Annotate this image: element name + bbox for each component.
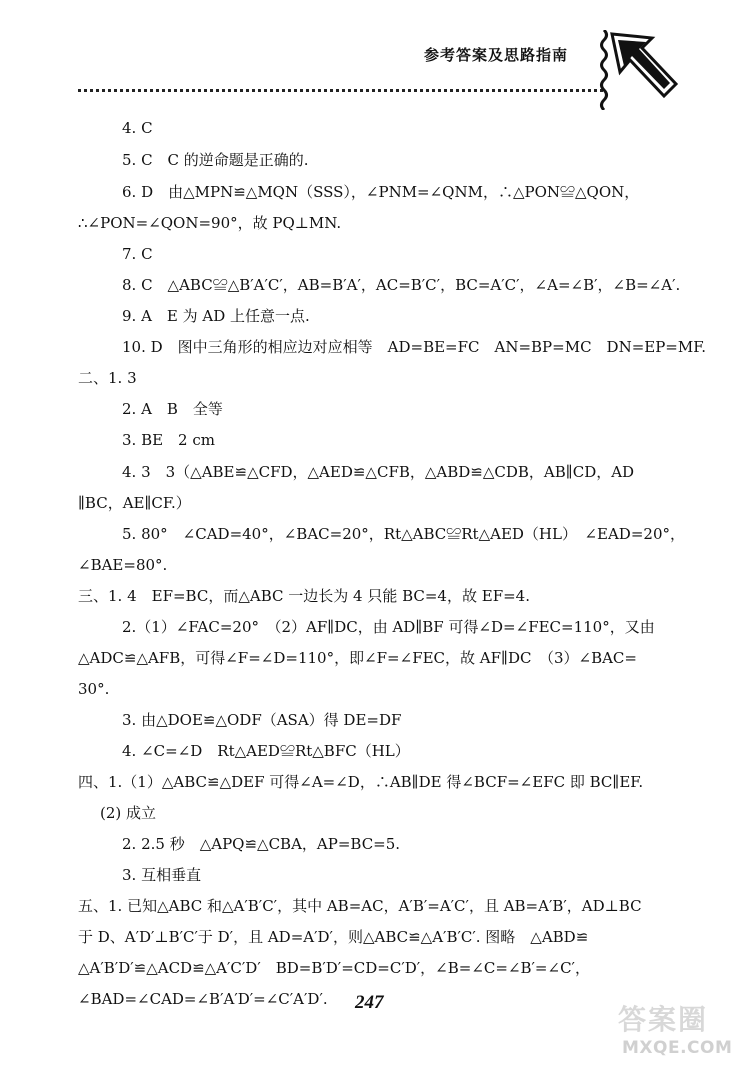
- answer-line: (2) 成立: [100, 804, 157, 822]
- answer-line: 2. A B 全等: [122, 400, 223, 418]
- answer-line: 四、1.（1）△ABC≌△DEF 可得∠A=∠D，∴AB∥DE 得∠BCF=∠EFC 即 BC∥EF.: [78, 773, 644, 791]
- answer-line: ∠BAE=80°.: [78, 556, 168, 574]
- answer-line: 30°.: [78, 680, 110, 698]
- answer-line: 3. 互相垂直: [122, 866, 202, 884]
- answer-line: 五、1. 已知△ABC 和△A′B′C′，其中 AB=AC，A′B′=A′C′，且 AB=A′B′，AD⊥BC: [78, 897, 642, 915]
- answer-line: ∴∠PON=∠QON=90°，故 PQ⊥MN.: [78, 214, 342, 232]
- answer-line: 10. D 图中三角形的相应边对应相等 AD=BE=FC AN=BP=MC DN=EP=MF.: [122, 338, 707, 356]
- header-divider: [78, 89, 603, 92]
- answer-line: △A′B′D′≌△ACD≌△A′C′D′ BD=B′D′=CD=C′D′，∠B=∠C=∠B′=∠C′，: [78, 959, 590, 977]
- answer-line: 9. A E 为 AD 上任意一点.: [122, 307, 310, 325]
- answer-line: 5. 80° ∠CAD=40°，∠BAC=20°，Rt△ABC≌Rt△AED（HL） ∠EAD=20°，: [122, 525, 685, 543]
- answer-line: 三、1. 4 EF=BC，而△ABC 一边长为 4 只能 BC=4，故 EF=4.: [78, 587, 530, 605]
- watermark-site: MXQE.COM: [622, 1038, 733, 1058]
- answer-line: 3. 由△DOE≌△ODF（ASA）得 DE=DF: [122, 711, 402, 729]
- answer-line: 8. C △ABC≌△B′A′C′，AB=B′A′，AC=B′C′，BC=A′C′，∠A=∠B′，∠B=∠A′.: [122, 276, 681, 294]
- answer-line: 4. 3 3（△ABE≌△CFD，△AED≌△CFB，△ABD≌△CDB，AB∥CD，AD: [122, 463, 635, 481]
- watermark-logo: 答案圈: [618, 1003, 709, 1036]
- arrow-icon: [608, 28, 680, 108]
- answer-line: △ADC≌△AFB，可得∠F=∠D=110°，即∠F=∠FEC，故 AF∥DC （3）∠BAC=: [78, 649, 637, 667]
- page-header: [0, 0, 750, 130]
- answer-line: 4. ∠C=∠D Rt△AED≌Rt△BFC（HL）: [122, 742, 410, 760]
- answer-line: 二、1. 3: [78, 369, 137, 387]
- answer-line: ∠BAD=∠CAD=∠B′A′D′=∠C′A′D′.: [78, 990, 328, 1008]
- answer-line: 3. BE 2 cm: [122, 431, 215, 449]
- answer-line: 7. C: [122, 245, 153, 263]
- header-title: 参考答案及思路指南: [424, 46, 569, 64]
- answer-line: 2. 2.5 秒 △APQ≌△CBA，AP=BC=5.: [122, 835, 401, 853]
- answer-line: ∥BC，AE∥CF.）: [78, 494, 191, 512]
- answer-line: 2.（1）∠FAC=20° （2）AF∥DC，由 AD∥BF 可得∠D=∠FEC=110°，又由: [122, 618, 655, 636]
- answer-line: 4. C: [122, 119, 153, 137]
- answer-line: 5. C C 的逆命题是正确的.: [122, 151, 309, 169]
- answer-line: 于 D、A′D′⊥B′C′于 D′，且 AD=A′D′，则△ABC≌△A′B′C′. 图略 △ABD≌: [78, 928, 589, 946]
- answer-line: 6. D 由△MPN≌△MQN（SSS），∠PNM=∠QNM，∴△PON≌△QON，: [122, 183, 640, 201]
- watermark: [616, 998, 746, 1064]
- page-number: 247: [355, 992, 384, 1013]
